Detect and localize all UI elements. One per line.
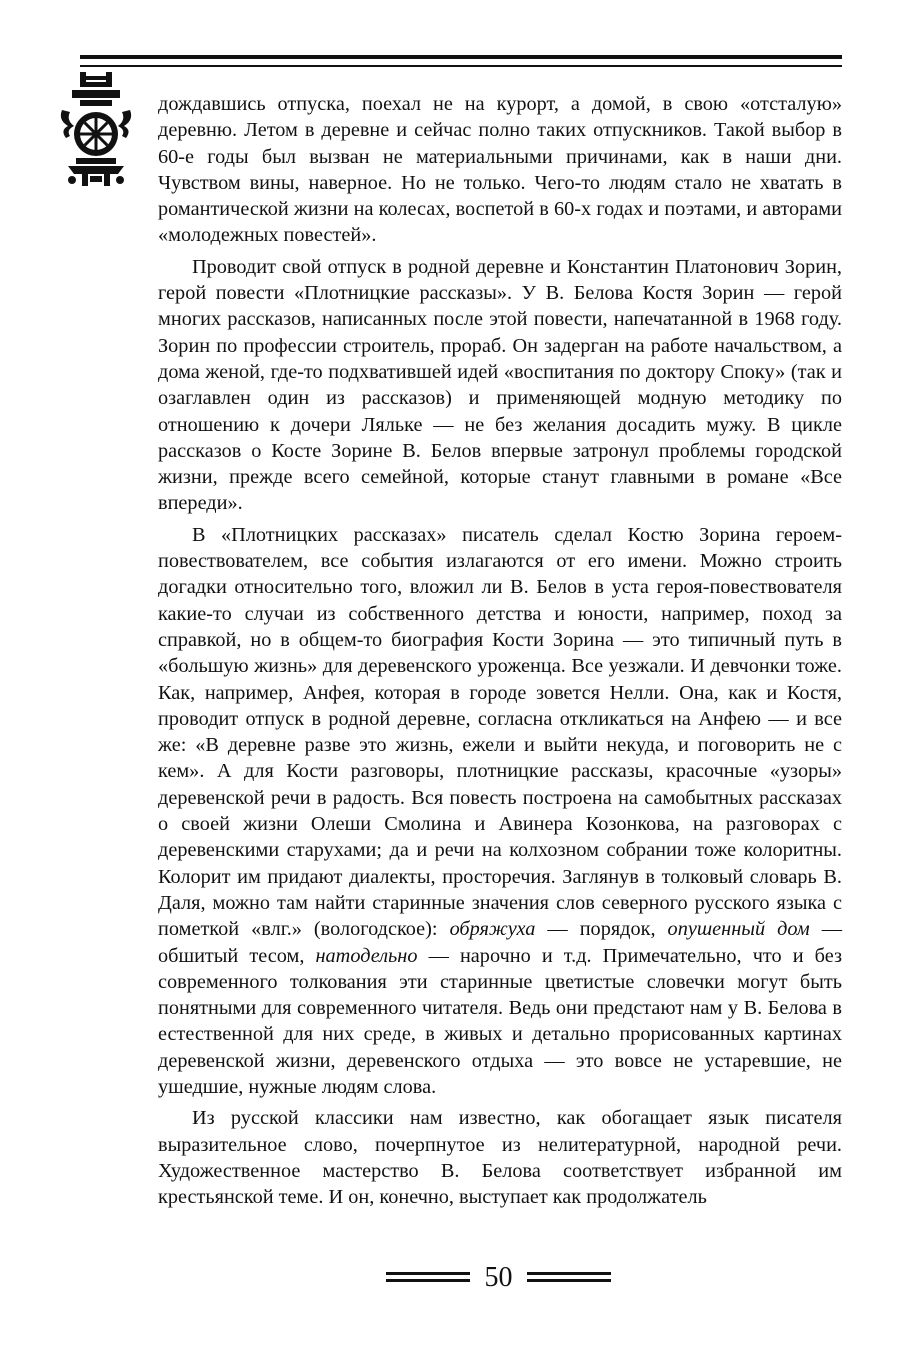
footer-rule-left — [386, 1272, 470, 1284]
text-run: — нарочно и т.д. Примечательно, что и без современного толкования эти старинные цветистые словечки могут быть понятными для современного читателя. Ведь они предстают нам у В. Белова в естественной для них среде, в живых и детально прорисованных картинах деревенской жизни, деревенского отдыха — это вовсе не устаревшие, не ушедшие, нужные людям слова. — [158, 944, 842, 1098]
text-run: — обшитый тесом, — [158, 918, 842, 967]
text-run: В «Плотницких рассказах» писатель сделал Костю Зорина героем-повествователем, все события излагаются от его имени. Можно строить догадки относительно того, вложил ли В. Белов в уста героя-повествователя какие-то случаи из собственного детства и юности, например, поход за справкой, но в общем-то биография Кости Зорина — это типичный путь в «большую жизнь» для деревенского уроженца. Все уезжали. И девчонки тоже. Как, например, Анфея, которая в городе зовется Нелли. Она, как и Костя, проводит отпуск в родной деревне, согласна откликаться на Анфею — и все же: «В деревне разве это жизнь, ежели и выйти некуда, и поговорить не с кем». А для Кости разговоры, плотницкие рассказы, красочные «узоры» деревенской речи в радость. Вся повесть построена на самобытных рассказах о своей жизни Олеши Смолина и Авинера Козонкова, на разговорах с деревенскими старухами; да и речи на колхозном собрании тоже колоритны. Колорит им придают диалекты, просторечия. Заглянув в толковый словарь В. Даля, можно там найти старинные значения слов северного русского языка с пометкой «влг.» (вологодское): — [158, 523, 842, 941]
paragraph — [158, 522, 842, 1101]
paragraph — [158, 91, 842, 249]
body-text — [158, 91, 842, 1215]
paragraph — [158, 254, 842, 517]
italic-term: натодельно — [315, 944, 418, 967]
page-footer — [0, 1262, 907, 1298]
page-number: 50 — [484, 1262, 513, 1293]
footer-rule-right — [527, 1272, 611, 1284]
paragraph — [158, 1105, 842, 1210]
text-run: Из русской классики нам известно, как обогащает язык писателя выразительное слово, почерпнутое из нелитературной, народной речи. Художественное мастерство В. Белова соответствует избранной им крестьянской теме. И он, конечно, выступает как продолжатель — [158, 1107, 842, 1209]
folk-pattern-ornament-icon — [58, 70, 134, 192]
italic-term: обряжуха — [449, 918, 536, 941]
text-run: — порядок, — [535, 918, 668, 941]
italic-term: опушенный дом — [667, 918, 810, 941]
header-rule-thick — [80, 55, 842, 59]
text-run: дождавшись отпуска, поехал не на курорт, а домой, в свою «отсталую» деревню. Летом в деревне и сейчас полно таких отпускников. Такой выбор в 60-е годы был вызван не материальными причинами, как в наши дни. Чувством вины, наверное. Но не только. Чего-то людям стало не хватать в романтической жизни на колесах, воспетой в 60-х годах и поэтами, и авторами «молодежных повестей». — [158, 93, 842, 247]
header-rule-thin — [80, 65, 842, 67]
text-run: Проводит свой отпуск в родной деревне и Константин Платонович Зорин, герой повести «Плотницкие рассказы». У В. Белова Костя Зорин — герой многих рассказов, написанных после этой повести, напечатанной в 1968 году. Зорин по профессии строитель, прораб. Он задерган на работе начальством, а дома женой, где-то подхватившей идей «воспитания по доктору Споку» (так и озаглавлен один из рассказов) и применяющей модную методику по отношению к дочери Ляльке — не без желания досадить мужу. В цикле рассказов о Косте Зорине В. Белов впервые затронул проблемы городской жизни, прежде всего семейной, которые станут главными в романе «Все впереди». — [158, 255, 842, 515]
